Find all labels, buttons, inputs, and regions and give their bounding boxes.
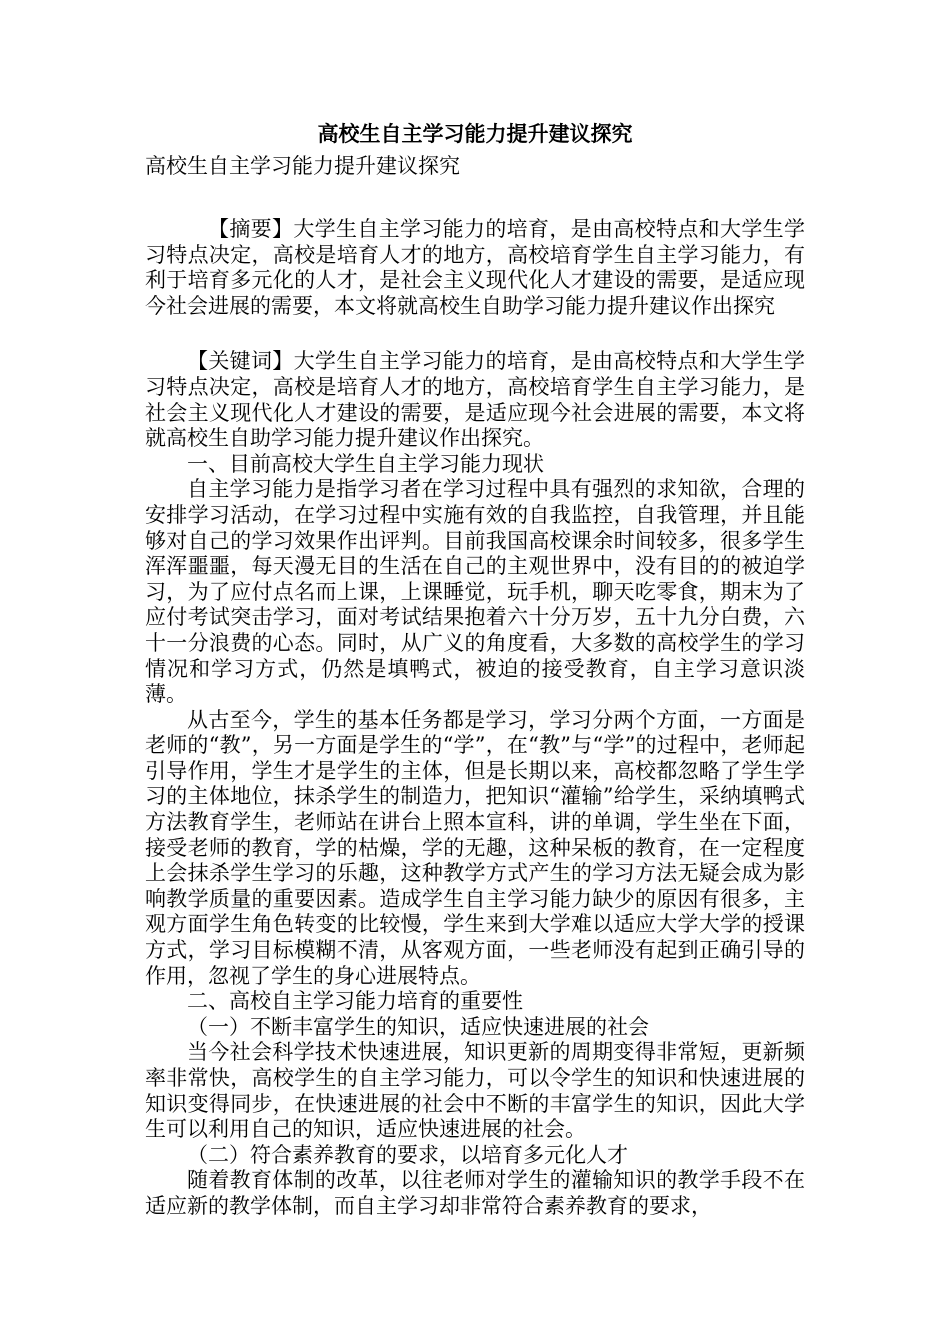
section-2-subheading-2: （二）符合素养教育的要求，以培育多元化人才 [187,1142,628,1167]
section-2-paragraph-1: 当今社会科学技术快速进展，知识更新的周期变得非常短，更新频率非常快，高校学生的自主学习能力，可以令学生的知识和快速进展的知识变得同步，在快速进展的社会中不断的丰富学生的知识，因此大学生可以利用自己的知识，适应快速进展的社会。 [145,1040,805,1142]
section-2-paragraph-2: 随着教育体制的改革，以往老师对学生的灌输知识的教学手段不在适应新的教学体制，而自主学习却非常符合素养教育的要求， [145,1168,805,1218]
section-1-paragraph-2: 从古至今，学生的基本任务都是学习，学习分两个方面，一方面是老师的“教”，另一方面是学生的“学”，在“教”与“学”的过程中，老师起引导作用，学生才是学生的主体，但是长期以来，高校都忽略了学生学习的主体地位，抹杀学生的制造力，把知识“灌输”给学生，采纳填鸭式方法教育学生，老师站在讲台上照本宣科，讲的单调，学生坐在下面，接受老师的教育，学的枯燥，学的无趣，这种呆板的教育，在一定程度上会抹杀学生学习的乐趣，这种教学方式产生的学习方法无疑会成为影响教学质量的重要因素。造成学生自主学习能力缺少的原因有很多，主观方面学生角色转变的比较慢，学生来到大学难以适应大学大学的授课方式，学习目标模糊不清，从客观方面，一些老师没有起到正确引导的作用，忽视了学生的身心进展特点。 [145,707,805,988]
blank-line [145,319,805,345]
document-subtitle: 高校生自主学习能力提升建议探究 [145,154,460,178]
abstract-paragraph: 【摘要】大学生自主学习能力的培育，是由高校特点和大学生学习特点决定，高校是培育人才的地方，高校培育学生自主学习能力，有利于培育多元化的人才，是社会主义现代化人才建设的需要，是适应现今社会进展的需要，本文将就高校生自助学习能力提升建议作出探究 [145,217,805,318]
document-title: 高校生自主学习能力提升建议探究 [317,121,633,146]
document-page [145,118,805,1220]
section-1-paragraph-1: 自主学习能力是指学习者在学习过程中具有强烈的求知欲，合理的安排学习活动，在学习过程中实施有效的自我监控，自我管理，并且能够对自己的学习效果作出评判。目前我国高校课余时间较多，很多学生浑浑噩噩，每天漫无目的生活在自己的主观世界中，没有目的的被迫学习，为了应付点名而上课，上课睡觉，玩手机，聊天吃零食，期末为了应付考试突击学习，面对考试结果抱着六十分万岁，五十九分白费，六十一分浪费的心态。同时，从广义的角度看，大多数的高校学生的学习情况和学习方式，仍然是填鸭式，被迫的接受教育，自主学习意识淡薄。 [145,477,805,707]
section-2-subheading-1: （一）不断丰富学生的知识，适应快速进展的社会 [187,1014,649,1039]
section-1-heading: 一、目前高校大学生自主学习能力现状 [187,451,544,476]
keywords-paragraph: 【关键词】大学生自主学习能力的培育，是由高校特点和大学生学习特点决定，高校是培育人才的地方，高校培育学生自主学习能力，是社会主义现代化人才建设的需要，是适应现今社会进展的需要，本文将就高校生自助学习能力提升建议作出探究。 [145,349,805,451]
blank-line [145,182,805,214]
section-2-heading: 二、高校自主学习能力培育的重要性 [187,989,523,1014]
